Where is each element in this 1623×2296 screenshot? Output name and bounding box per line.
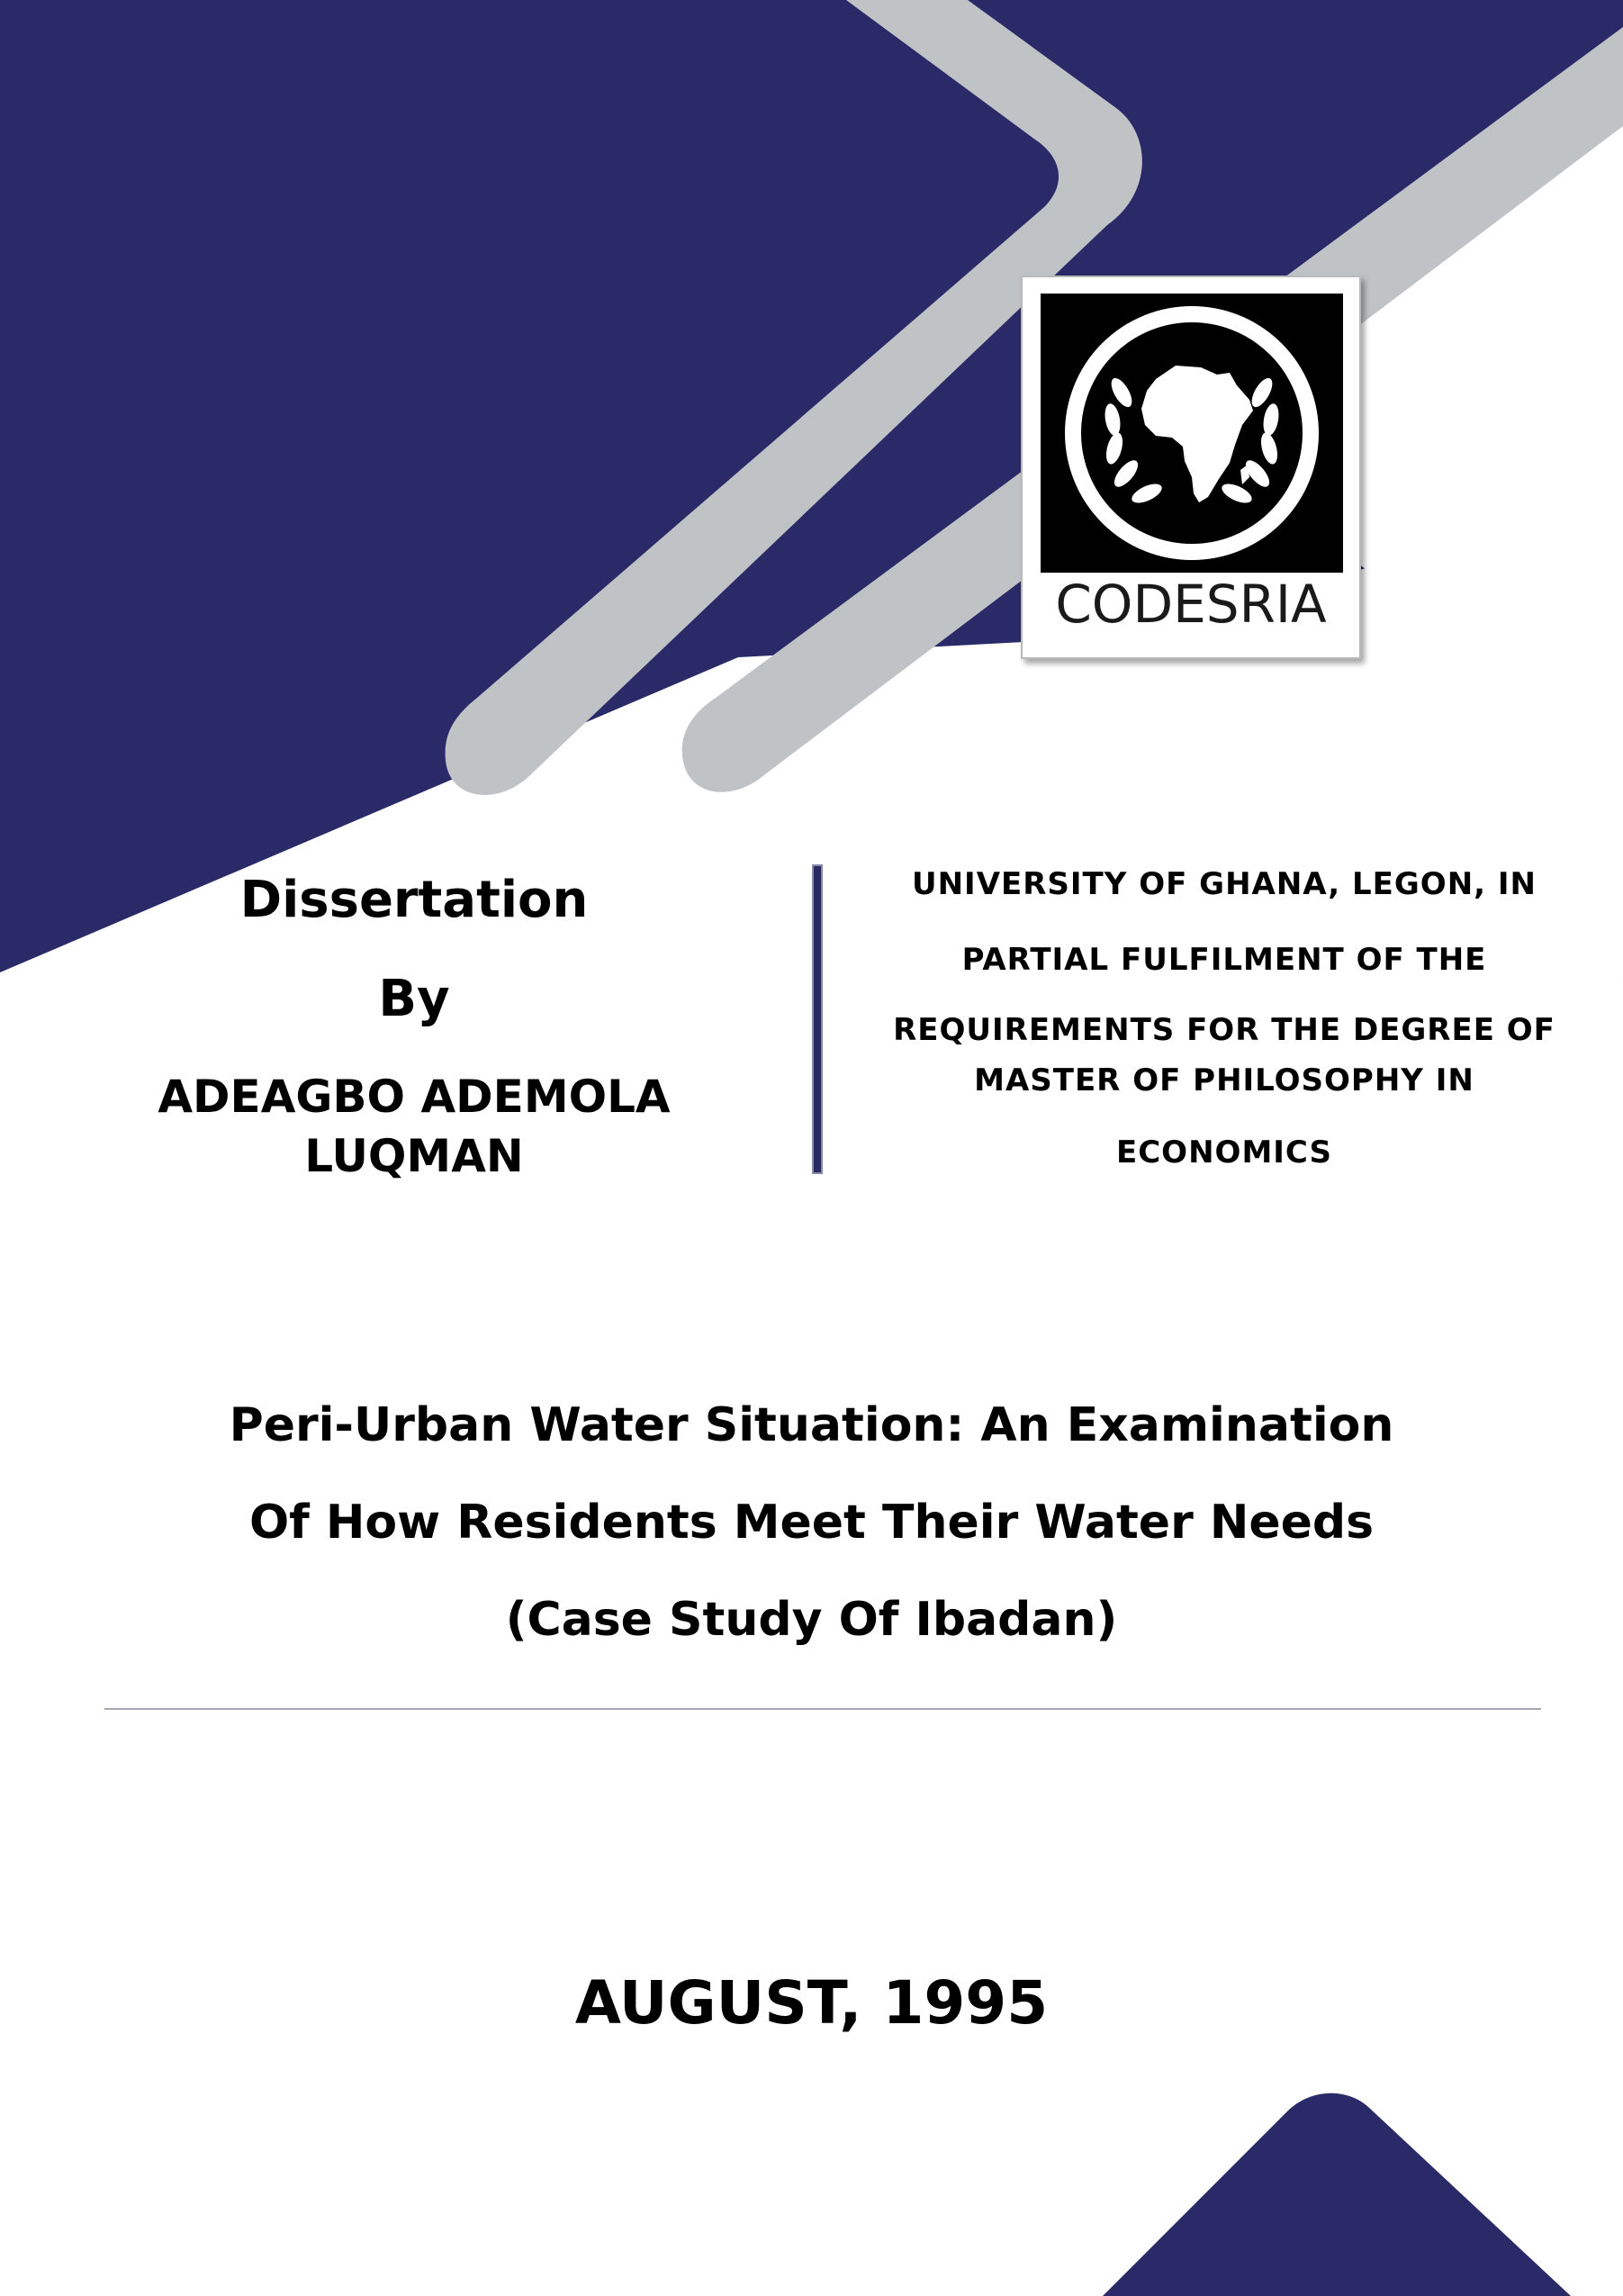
by-label: By xyxy=(378,970,450,1028)
submission-date: AUGUST, 1995 xyxy=(574,1968,1049,2038)
degree-statement-line1: UNIVERSITY OF GHANA, LEGON, IN xyxy=(911,866,1537,902)
vertical-divider xyxy=(812,864,823,1174)
degree-statement-line3: REQUIREMENTS FOR THE DEGREE OF xyxy=(893,1012,1555,1048)
africa-wreath-emblem-icon xyxy=(1041,294,1343,573)
horizontal-rule xyxy=(104,1708,1541,1710)
thesis-title-line1: Peri-Urban Water Situation: An Examination xyxy=(229,1398,1394,1452)
degree-statement-line4: MASTER OF PHILOSOPHY IN xyxy=(974,1062,1474,1098)
navy-bottom-triangle xyxy=(1103,2093,1571,2296)
codesria-logo xyxy=(1021,276,1361,659)
logo-text: CODESRIA xyxy=(1055,574,1327,635)
author-name-line1: ADEAGBO ADEMOLA xyxy=(158,1071,671,1123)
thesis-title-line3: (Case Study Of Ibadan) xyxy=(505,1593,1118,1647)
dissertation-label: Dissertation xyxy=(239,871,589,929)
degree-statement-line2: PARTIAL FULFILMENT OF THE xyxy=(961,942,1487,978)
author-name-line2: LUQMAN xyxy=(304,1130,524,1182)
degree-statement-line5: ECONOMICS xyxy=(1116,1134,1332,1171)
logo-emblem-area xyxy=(1041,294,1343,573)
thesis-title-line2: Of How Residents Meet Their Water Needs xyxy=(248,1496,1375,1550)
